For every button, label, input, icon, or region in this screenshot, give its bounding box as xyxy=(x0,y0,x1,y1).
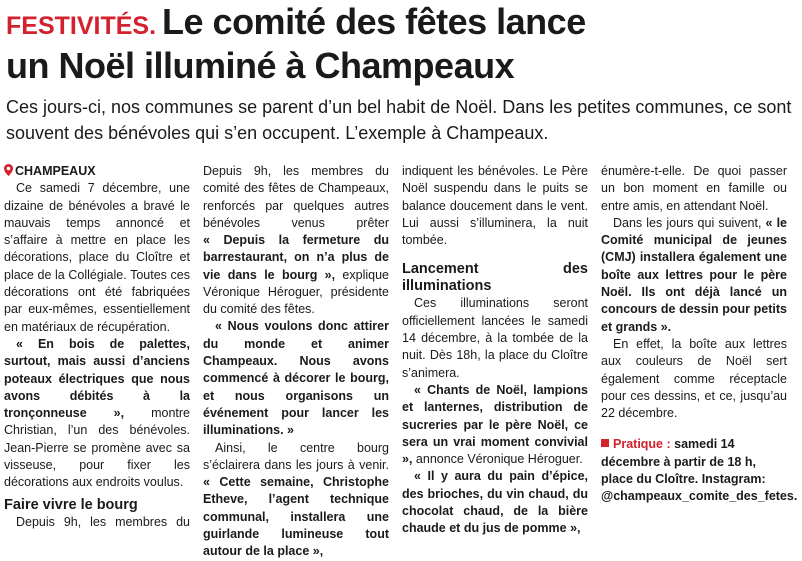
article-column-1 xyxy=(4,163,190,533)
paragraph: En effet, la boîte aux lettres aux couleurs de Noël sert également comme réceptacle pour ces dessins, et ce, jusqu’au 22 décembre. xyxy=(601,336,787,421)
pratique-box: Pratique : samedi 14 décembre à partir de 18 h, place du Cloître. Instagram: @champeaux_comite_des_fetes. xyxy=(601,437,798,504)
paragraph: Ainsi, le centre bourg s’éclairera dans les jours à venir. « Cette semaine, Christophe Etheve, l’agent technique communal, installera une guirlande lumineuse tout autour de la place », xyxy=(203,440,389,559)
headline-line-1: FESTIVITÉS. Le comité des fêtes lance xyxy=(6,1,586,42)
paragraph: indiquent les bénévoles. Le Père Noël suspendu dans le puits se balance doucement dans le vent. Lui aussi s’illuminera, la nuit tombée. xyxy=(402,164,588,248)
paragraph: Dans les jours qui suivent, « le Comité municipal de jeunes (CMJ) installera également une boîte aux lettres pour le père Noël. Ils ont déjà lancé un concours de dessin pour petits et grands ». xyxy=(601,215,787,334)
location-label: CHAMPEAUX xyxy=(15,164,96,178)
article-column-2 xyxy=(203,163,389,561)
location-pin-icon xyxy=(4,164,13,176)
paragraph: « Chants de Noël, lampions et lanternes, distribution de sucreries par le père Noël, ce sera un vrai moment convivial », annonce Véronique Héroguer. xyxy=(402,382,588,467)
paragraph: « Il y aura du pain d’épice, des brioches, du vin chaud, du chocolat chaud, de la bière chaude et du jus de pomme », xyxy=(402,469,588,536)
lead-paragraph: Ces jours-ci, nos communes se parent d’un bel habit de Noël. Dans les petites communes, ce sont souvent des bénévoles qui s’en occupent. L’exemple à Champeaux. xyxy=(6,97,792,143)
headline-line-2: un Noël illuminé à Champeaux xyxy=(6,45,515,86)
paragraph: « Depuis la fermeture du barrestaurant, on n’a plus de vie dans le bourg », explique Véronique Héroguer, présidente du comité des fêtes. xyxy=(203,233,389,317)
bullet-square-icon xyxy=(601,439,609,447)
subheading: Faire vivre le bourg xyxy=(4,496,138,513)
article-column-3 xyxy=(402,163,588,538)
paragraph: Ces illuminations seront officiellement lancées le samedi 14 décembre, à la tombée de la nuit. Dès 18h, la place du Cloître s’animera. xyxy=(402,296,588,380)
article-column-4 xyxy=(601,163,798,506)
quote: « En bois de palettes, surtout, mais aussi d’anciens poteaux électriques que nous avons débités à la tronçonneuse », xyxy=(4,336,190,421)
paragraph: « En bois de palettes, surtout, mais aussi d’anciens poteaux électriques que nous avons débités à la tronçonneuse », montre Christian, l’un des bénévoles. Jean-Pierre se promène avec sa visseuse, pour fixer les décorations aux endroits voulus. xyxy=(4,336,190,490)
subheading: Lancement des illuminations xyxy=(402,261,588,295)
paragraph: Ce samedi 7 décembre, une dizaine de bénévoles a bravé le mauvais temps annoncé et s’affaire à mettre en place les décorations, place du Cloître et place de la Collégiale. Toutes ces décorations ont été fabriquées par eux-mêmes, essentiellement en matériaux de récupération. xyxy=(4,181,190,334)
dateline xyxy=(4,163,190,180)
headline xyxy=(6,2,796,86)
paragraph: énumère-t-elle. De quoi passer un bon moment en famille ou entre amis, en attendant Noël. xyxy=(601,164,787,213)
paragraph: « Nous voulons donc attirer du monde et animer Champeaux. Nous avons commencé à décorer le bourg, et nous organisons un événement pour lancer les illuminations. » xyxy=(203,319,389,438)
paragraph: Depuis 9h, les membres du comité des fêtes de Champeaux, renforcés par quelques autres bénévoles venus prêter xyxy=(203,164,389,230)
paragraph: Depuis 9h, les membres du xyxy=(16,514,190,529)
kicker: FESTIVITÉS. xyxy=(6,12,157,40)
